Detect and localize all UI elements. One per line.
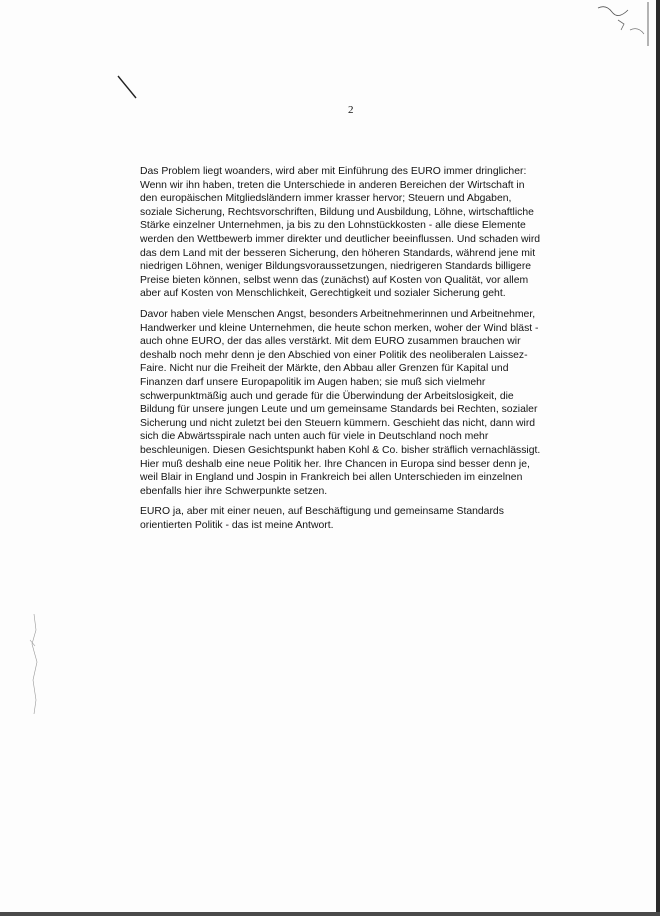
paragraph-line: Stärke einzelner Unternehmen, ja bis zu den Lohnstückkosten - alle diese Elemente xyxy=(140,220,526,232)
paragraph-line: soziale Sicherung, Rechtsvorschriften, Bildung und Ausbildung, Löhne, wirtschaftliche xyxy=(140,206,534,218)
paragraph-line: werden den Wettbewerb immer direkter und deutlicher beeinflussen. Und schaden wird xyxy=(140,233,541,245)
paragraph-line: niedrigen Löhnen, weniger Bildungsvoraussetzungen, niedrigeren Standards billigere xyxy=(140,261,532,273)
paragraph-line: den europäischen Mitgliedsländern immer krasser hervor; Steuern und Abgaben, xyxy=(140,193,512,205)
scan-edge-right xyxy=(656,0,660,916)
paragraph-line: orientierten Politik - das ist meine Antwort. xyxy=(140,519,334,531)
scan-smudge-left-margin xyxy=(26,610,44,720)
paragraph-line: EURO ja, aber mit einer neuen, auf Beschäftigung und gemeinsame Standards xyxy=(140,506,504,517)
paragraph-line: Finanzen darf unsere Europapolitik im Augen haben; sie muß sich vielmehr xyxy=(140,376,486,388)
paragraph-line: Hier muß deshalb eine neue Politik her. Ihre Chancen in Europa sind besser denn je, xyxy=(140,458,530,470)
paragraph-line: aber auf Kosten von Menschlichkeit, Gerechtigkeit und sozialer Sicherung geht. xyxy=(140,288,506,300)
scan-smudge-top-right xyxy=(588,0,656,50)
scan-edge-bottom xyxy=(0,912,660,916)
paragraph-line: Davor haben viele Menschen Angst, besonders Arbeitnehmerinnen und Arbeitnehmer, xyxy=(140,309,536,320)
paragraph-line: deshalb noch mehr denn je den Abschied von einer Politik des neoliberalen Laissez- xyxy=(140,349,528,361)
paragraph-line: auch ohne EURO, der das alles verstärkt. Mit dem EURO zusammen brauchen wir xyxy=(140,336,521,348)
paragraph-line: Bildung für unsere jungen Leute und um gemeinsame Standards bei Rechten, sozialer xyxy=(140,404,538,416)
paragraph-1 xyxy=(140,165,560,301)
paragraph-line: schwerpunktmäßig auch und gerade für die Überwindung der Arbeitslosigkeit, die xyxy=(140,390,514,402)
paragraph-line: ebenfalls hier ihre Schwerpunkte setzen. xyxy=(140,485,328,497)
paragraph-line: Preise bieten können, selbst wenn das (zunächst) auf Kosten von Qualität, vor allem xyxy=(140,274,529,286)
paragraph-line: das dem Land mit der besseren Sicherung, den höheren Standards, während jene mit xyxy=(140,247,536,259)
paragraph-line: Handwerker und kleine Unternehmen, die heute schon merken, woher der Wind bläst - xyxy=(140,322,539,334)
paragraph-3 xyxy=(140,505,560,532)
paragraph-line: Wenn wir ihn haben, treten die Unterschiede in anderen Bereichen der Wirtschaft in xyxy=(140,179,525,191)
paragraph-line: Das Problem liegt woanders, wird aber mit Einführung des EURO immer dringlicher: xyxy=(140,166,527,177)
paragraph-line: Sicherung und nicht zuletzt bei den Steuern kümmern. Geschieht das nicht, dann wird xyxy=(140,417,536,429)
paragraph-line: Faire. Nicht nur die Freiheit der Märkte, den Abbau aller Grenzen für Kapital und xyxy=(140,363,509,375)
paragraph-2 xyxy=(140,308,560,498)
paragraph-line: sich die Abwärtsspirale nach unten auch für viele in Deutschland noch mehr xyxy=(140,431,489,443)
scan-stroke-mark xyxy=(116,74,140,102)
paragraph-line: weil Blair in England und Jospin in Frankreich bei allen Unterschieden im einzelnen xyxy=(140,472,523,484)
paragraph-line: beschleunigen. Diesen Gesichtspunkt haben Kohl & Co. bisher sträflich vernachlässigt. xyxy=(140,444,541,456)
page-number: 2 xyxy=(348,104,354,116)
